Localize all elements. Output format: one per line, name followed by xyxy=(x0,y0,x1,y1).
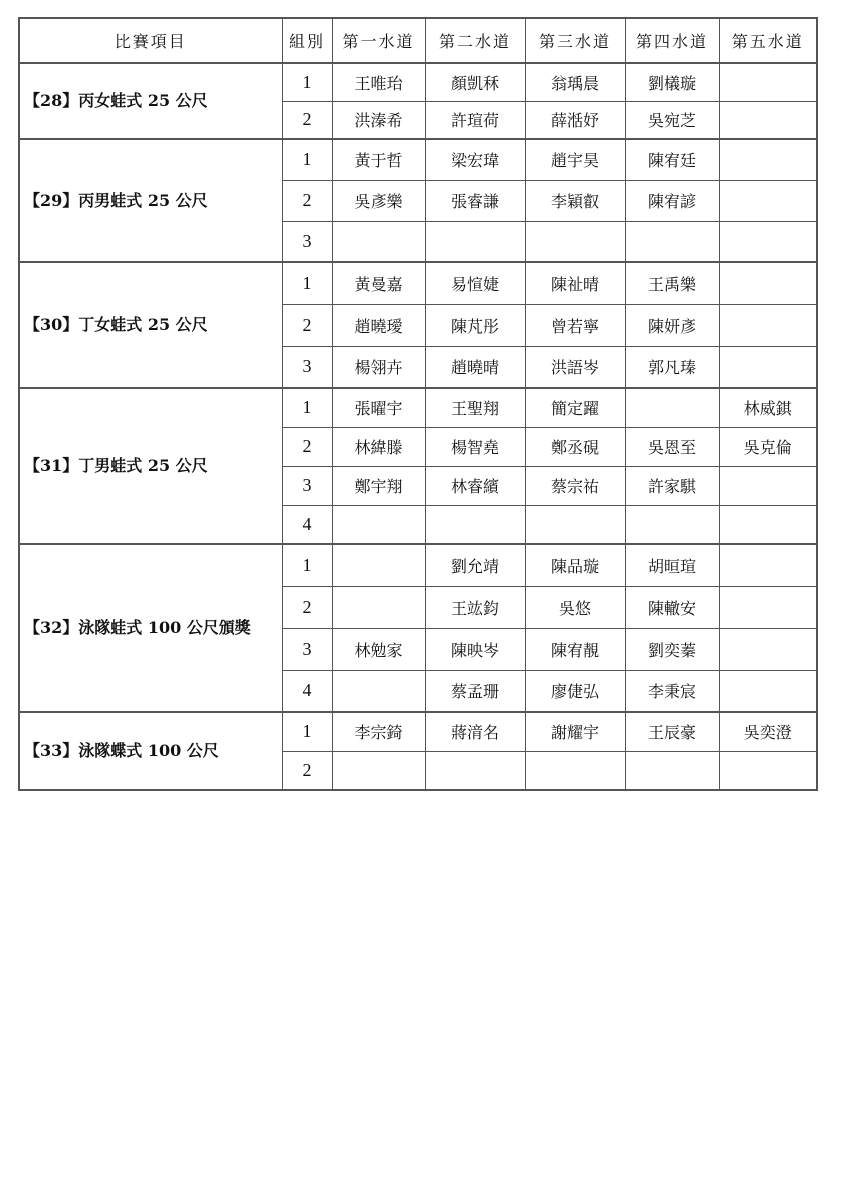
header-group: 組別 xyxy=(282,18,332,63)
group-number: 3 xyxy=(282,346,332,388)
lane-2-swimmer: 趙曉晴 xyxy=(425,346,525,388)
lane-1-swimmer xyxy=(332,221,425,262)
header-lane-5: 第五水道 xyxy=(719,18,817,63)
table-row xyxy=(19,262,817,304)
lane-5-swimmer xyxy=(719,262,817,304)
lane-3-swimmer: 趙宇昊 xyxy=(525,139,625,180)
lane-3-swimmer: 陳祉晴 xyxy=(525,262,625,304)
group-number: 4 xyxy=(282,670,332,712)
lane-3-swimmer: 曾若寧 xyxy=(525,304,625,346)
lane-5-swimmer xyxy=(719,101,817,139)
lane-4-swimmer xyxy=(625,221,719,262)
lane-5-swimmer xyxy=(719,544,817,586)
lane-5-swimmer xyxy=(719,670,817,712)
header-lane-2: 第二水道 xyxy=(425,18,525,63)
lane-4-swimmer xyxy=(625,388,719,427)
lane-3-swimmer: 陳宥靚 xyxy=(525,628,625,670)
lane-1-swimmer: 趙曉璦 xyxy=(332,304,425,346)
lane-5-swimmer: 吳奕澄 xyxy=(719,712,817,751)
lane-2-swimmer: 顏凱秝 xyxy=(425,63,525,101)
lane-5-swimmer xyxy=(719,63,817,101)
lane-1-swimmer xyxy=(332,751,425,790)
lane-5-swimmer xyxy=(719,221,817,262)
lane-4-swimmer: 劉奕蓁 xyxy=(625,628,719,670)
header-lane-1: 第一水道 xyxy=(332,18,425,63)
group-number: 1 xyxy=(282,544,332,586)
event-title: 【28】丙女蛙式 25 公尺 xyxy=(19,63,282,139)
group-number: 2 xyxy=(282,304,332,346)
lane-5-swimmer xyxy=(719,466,817,505)
event-title: 【30】丁女蛙式 25 公尺 xyxy=(19,262,282,388)
group-number: 1 xyxy=(282,139,332,180)
lane-2-swimmer: 劉允靖 xyxy=(425,544,525,586)
lane-1-swimmer xyxy=(332,544,425,586)
lane-4-swimmer: 陳轍安 xyxy=(625,586,719,628)
lane-2-swimmer: 林睿繽 xyxy=(425,466,525,505)
lane-3-swimmer: 洪語岑 xyxy=(525,346,625,388)
lane-1-swimmer: 洪溱希 xyxy=(332,101,425,139)
lane-2-swimmer: 楊智堯 xyxy=(425,427,525,466)
lane-3-swimmer xyxy=(525,221,625,262)
lane-5-swimmer: 吳克倫 xyxy=(719,427,817,466)
group-number: 3 xyxy=(282,466,332,505)
lane-4-swimmer: 吳恩至 xyxy=(625,427,719,466)
lane-2-swimmer: 王竑鈞 xyxy=(425,586,525,628)
group-number: 2 xyxy=(282,751,332,790)
header-event: 比賽項目 xyxy=(19,18,282,63)
group-number: 2 xyxy=(282,427,332,466)
lane-1-swimmer: 張曜宇 xyxy=(332,388,425,427)
lane-2-swimmer: 張睿謙 xyxy=(425,180,525,221)
group-number: 2 xyxy=(282,586,332,628)
lane-4-swimmer: 陳妍彥 xyxy=(625,304,719,346)
table-row xyxy=(19,139,817,180)
header-lane-4: 第四水道 xyxy=(625,18,719,63)
group-number: 1 xyxy=(282,388,332,427)
group-number: 1 xyxy=(282,63,332,101)
lane-5-swimmer xyxy=(719,751,817,790)
lane-3-swimmer: 翁瑀晨 xyxy=(525,63,625,101)
lane-5-swimmer xyxy=(719,628,817,670)
lane-3-swimmer: 薛湉妤 xyxy=(525,101,625,139)
lane-4-swimmer: 胡晅瑄 xyxy=(625,544,719,586)
group-number: 3 xyxy=(282,221,332,262)
lane-3-swimmer: 蔡宗祐 xyxy=(525,466,625,505)
lane-1-swimmer xyxy=(332,505,425,544)
group-number: 4 xyxy=(282,505,332,544)
lane-2-swimmer xyxy=(425,505,525,544)
lane-2-swimmer xyxy=(425,221,525,262)
header-row xyxy=(19,18,817,63)
lane-2-swimmer: 王聖翔 xyxy=(425,388,525,427)
table-row xyxy=(19,544,817,586)
event-title: 【32】泳隊蛙式 100 公尺頒獎 xyxy=(19,544,282,712)
lane-2-swimmer: 陳映岑 xyxy=(425,628,525,670)
lane-3-swimmer: 李穎叡 xyxy=(525,180,625,221)
lane-4-swimmer: 許家騏 xyxy=(625,466,719,505)
event-title: 【29】丙男蛙式 25 公尺 xyxy=(19,139,282,262)
lane-3-swimmer: 簡定躍 xyxy=(525,388,625,427)
lane-2-swimmer xyxy=(425,751,525,790)
lane-5-swimmer xyxy=(719,586,817,628)
lane-5-swimmer xyxy=(719,139,817,180)
lane-1-swimmer: 黃于哲 xyxy=(332,139,425,180)
group-number: 2 xyxy=(282,180,332,221)
group-number: 3 xyxy=(282,628,332,670)
group-number: 1 xyxy=(282,262,332,304)
lane-1-swimmer xyxy=(332,670,425,712)
lane-5-swimmer xyxy=(719,346,817,388)
lane-2-swimmer: 蔣湇名 xyxy=(425,712,525,751)
lane-4-swimmer: 吳宛芝 xyxy=(625,101,719,139)
lane-3-swimmer: 謝耀宇 xyxy=(525,712,625,751)
lane-5-swimmer: 林威錤 xyxy=(719,388,817,427)
lane-5-swimmer xyxy=(719,180,817,221)
lane-3-swimmer xyxy=(525,505,625,544)
lane-3-swimmer: 鄭丞硯 xyxy=(525,427,625,466)
group-number: 1 xyxy=(282,712,332,751)
lane-4-swimmer: 李秉宸 xyxy=(625,670,719,712)
lane-3-swimmer xyxy=(525,751,625,790)
lane-1-swimmer: 楊翎卉 xyxy=(332,346,425,388)
lane-2-swimmer: 許瑄荷 xyxy=(425,101,525,139)
lane-4-swimmer xyxy=(625,751,719,790)
lane-1-swimmer xyxy=(332,586,425,628)
lane-4-swimmer: 陳宥諺 xyxy=(625,180,719,221)
lane-4-swimmer: 王禹樂 xyxy=(625,262,719,304)
lane-3-swimmer: 陳品璇 xyxy=(525,544,625,586)
lane-3-swimmer: 吳悠 xyxy=(525,586,625,628)
lane-1-swimmer: 黃曼嘉 xyxy=(332,262,425,304)
event-title: 【33】泳隊蝶式 100 公尺 xyxy=(19,712,282,790)
lane-1-swimmer: 林緯滕 xyxy=(332,427,425,466)
lane-1-swimmer: 王唯珆 xyxy=(332,63,425,101)
lane-2-swimmer: 易愃婕 xyxy=(425,262,525,304)
event-title: 【31】丁男蛙式 25 公尺 xyxy=(19,388,282,544)
lane-5-swimmer xyxy=(719,304,817,346)
lane-3-swimmer: 廖倢弘 xyxy=(525,670,625,712)
lane-2-swimmer: 蔡孟珊 xyxy=(425,670,525,712)
schedule-sheet xyxy=(18,17,818,791)
lane-2-swimmer: 梁宏瑋 xyxy=(425,139,525,180)
header-lane-3: 第三水道 xyxy=(525,18,625,63)
lane-1-swimmer: 吳彥樂 xyxy=(332,180,425,221)
group-number: 2 xyxy=(282,101,332,139)
lane-1-swimmer: 鄭宇翔 xyxy=(332,466,425,505)
lane-4-swimmer: 陳宥廷 xyxy=(625,139,719,180)
lane-4-swimmer: 劉檥璇 xyxy=(625,63,719,101)
table-row xyxy=(19,712,817,751)
lane-2-swimmer: 陳芃彤 xyxy=(425,304,525,346)
table-row xyxy=(19,388,817,427)
table-row xyxy=(19,63,817,101)
lane-4-swimmer xyxy=(625,505,719,544)
lane-1-swimmer: 李宗錡 xyxy=(332,712,425,751)
schedule-table xyxy=(18,17,818,791)
lane-1-swimmer: 林勉家 xyxy=(332,628,425,670)
lane-5-swimmer xyxy=(719,505,817,544)
lane-4-swimmer: 王辰豪 xyxy=(625,712,719,751)
lane-4-swimmer: 郭凡瑧 xyxy=(625,346,719,388)
